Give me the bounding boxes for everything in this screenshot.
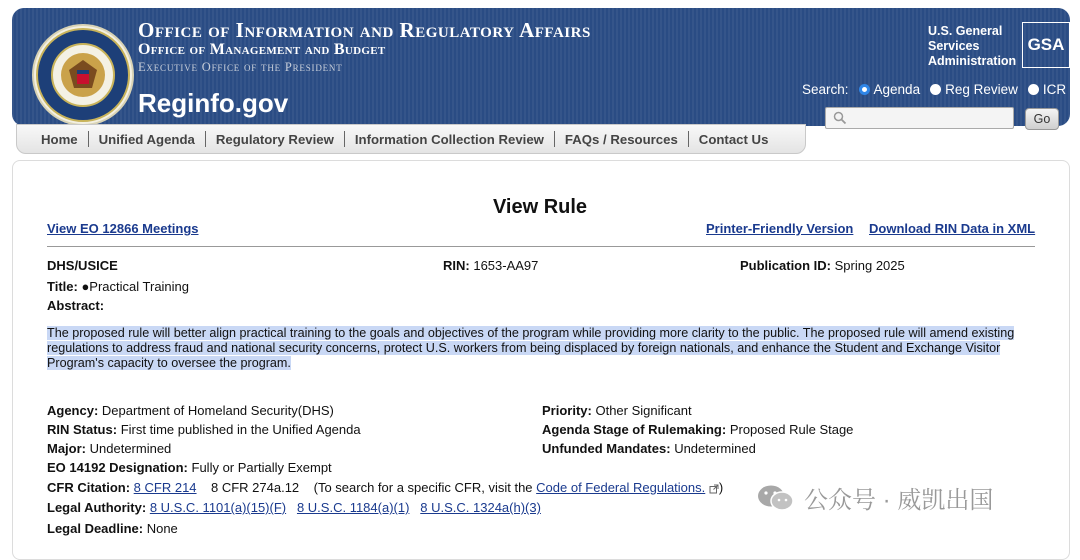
nav-separator bbox=[554, 131, 555, 147]
view-eo-meetings-link[interactable]: View EO 12866 Meetings bbox=[47, 221, 199, 236]
unfunded-mandates-label: Unfunded Mandates: bbox=[542, 441, 671, 456]
nav-separator bbox=[688, 131, 689, 147]
radio-reg-review-label[interactable]: Reg Review bbox=[945, 82, 1018, 97]
priority-label: Priority: bbox=[542, 403, 592, 418]
major-label: Major: bbox=[47, 441, 86, 456]
cfr-274a-value: 8 CFR 274a.12 bbox=[211, 480, 300, 495]
radio-icr[interactable] bbox=[1028, 84, 1039, 95]
eo-designation-label: EO 14192 Designation: bbox=[47, 460, 188, 475]
rin-status-field bbox=[47, 422, 361, 437]
presidential-seal-logo bbox=[32, 24, 134, 126]
external-link-icon bbox=[709, 484, 719, 494]
wechat-watermark bbox=[756, 480, 993, 515]
rin-value: 1653-AA97 bbox=[473, 258, 539, 273]
legal-authority-label: Legal Authority: bbox=[47, 500, 147, 515]
agency-label: Agency: bbox=[47, 403, 99, 418]
cfr-note-prefix: (To search for a specific CFR, visit the bbox=[313, 480, 533, 495]
rin-field bbox=[443, 258, 538, 273]
watermark-text: 公众号 · 威凯出国 bbox=[804, 487, 994, 514]
title-label: Title: bbox=[47, 279, 78, 294]
divider bbox=[47, 246, 1035, 247]
nav-separator bbox=[205, 131, 206, 147]
major-field bbox=[47, 441, 171, 456]
code-of-federal-regulations-link[interactable]: Code of Federal Regulations. bbox=[536, 480, 706, 495]
nav-faqs-resources[interactable]: FAQs / Resources bbox=[564, 131, 678, 147]
cfr-214-link[interactable]: 8 CFR 214 bbox=[133, 480, 197, 495]
radio-reg-review[interactable] bbox=[930, 84, 941, 95]
legal-deadline-label: Legal Deadline: bbox=[47, 521, 144, 536]
abstract-text-block bbox=[47, 326, 1037, 371]
nav-separator bbox=[344, 131, 345, 147]
title-value: ●Practical Training bbox=[81, 279, 190, 294]
search-input[interactable] bbox=[825, 107, 1014, 129]
wechat-icon bbox=[756, 483, 796, 513]
rin-status-value: First time published in the Unified Agenda bbox=[120, 422, 361, 437]
agency-value: Department of Homeland Security(DHS) bbox=[101, 403, 334, 418]
search-scope-row bbox=[802, 82, 1066, 97]
cfr-note-suffix: ) bbox=[718, 480, 724, 495]
main-nav bbox=[16, 124, 806, 154]
radio-agenda[interactable] bbox=[859, 84, 870, 95]
legal-deadline-field bbox=[47, 521, 178, 536]
rin-status-label: RIN Status: bbox=[47, 422, 118, 437]
nav-information-collection-review[interactable]: Information Collection Review bbox=[354, 131, 544, 147]
org-name-omb: Office of Management and Budget bbox=[138, 41, 386, 58]
agenda-stage-value: Proposed Rule Stage bbox=[729, 422, 854, 437]
legal-authority-link-2[interactable]: 8 U.S.C. 1184(a)(1) bbox=[296, 500, 410, 515]
radio-icr-label[interactable]: ICR bbox=[1042, 82, 1067, 97]
gsa-logo[interactable]: GSA bbox=[1022, 22, 1070, 68]
abstract-label: Abstract: bbox=[47, 298, 105, 313]
nav-regulatory-review[interactable]: Regulatory Review bbox=[215, 131, 334, 147]
unfunded-mandates-field bbox=[542, 441, 756, 456]
publication-id-field bbox=[740, 258, 905, 273]
nav-home[interactable]: Home bbox=[41, 131, 78, 147]
agency-field bbox=[47, 403, 334, 418]
priority-field bbox=[542, 403, 692, 418]
title-field bbox=[47, 279, 189, 294]
agency-code: DHS/USICE bbox=[47, 258, 118, 273]
legal-deadline-value: None bbox=[146, 521, 178, 536]
nav-unified-agenda[interactable]: Unified Agenda bbox=[98, 131, 195, 147]
publication-id-label: Publication ID: bbox=[740, 258, 831, 273]
legal-authority-link-1[interactable]: 8 U.S.C. 1101(a)(15)(F) bbox=[149, 500, 287, 515]
legal-authority-field bbox=[47, 500, 541, 515]
download-xml-link[interactable]: Download RIN Data in XML bbox=[869, 221, 1036, 236]
page-title: View Rule bbox=[492, 196, 588, 218]
rin-label: RIN: bbox=[443, 258, 470, 273]
agenda-stage-field bbox=[542, 422, 853, 437]
cfr-citation-field bbox=[47, 480, 723, 495]
unfunded-mandates-value: Undetermined bbox=[674, 441, 756, 456]
org-name-oira: Office of Information and Regulatory Affairs bbox=[138, 18, 591, 42]
search-icon bbox=[833, 111, 847, 125]
gsa-text: U.S. General Services Administration bbox=[928, 24, 1017, 68]
search-go-button[interactable]: Go bbox=[1025, 108, 1059, 130]
org-name-eop: Executive Office of the President bbox=[138, 60, 343, 74]
radio-agenda-label[interactable]: Agenda bbox=[873, 82, 921, 97]
legal-authority-link-3[interactable]: 8 U.S.C. 1324a(h)(3) bbox=[420, 500, 541, 515]
publication-id-value: Spring 2025 bbox=[834, 258, 905, 273]
cfr-citation-label: CFR Citation: bbox=[47, 480, 131, 495]
nav-contact-us[interactable]: Contact Us bbox=[698, 131, 769, 147]
abstract-text: The proposed rule will better align practical training to the goals and objectives of the program while providing more clarity to the public. The proposed rule will amend existing regulations to address fraud and national security concerns, protect U.S. workers from being displaced by foreign nationals, and enhance the Student and Exchange Visitor Program's capacity to oversee the program. bbox=[47, 326, 1015, 370]
nav-separator bbox=[88, 131, 89, 147]
eo-designation-field bbox=[47, 460, 332, 475]
search-label: Search: bbox=[802, 82, 849, 97]
printer-friendly-link[interactable]: Printer-Friendly Version bbox=[706, 221, 854, 236]
major-value: Undetermined bbox=[89, 441, 172, 456]
agenda-stage-label: Agenda Stage of Rulemaking: bbox=[542, 422, 727, 437]
site-brand-link[interactable]: Reginfo.gov bbox=[138, 88, 289, 118]
priority-value: Other Significant bbox=[595, 403, 692, 418]
eo-designation-value: Fully or Partially Exempt bbox=[191, 460, 332, 475]
